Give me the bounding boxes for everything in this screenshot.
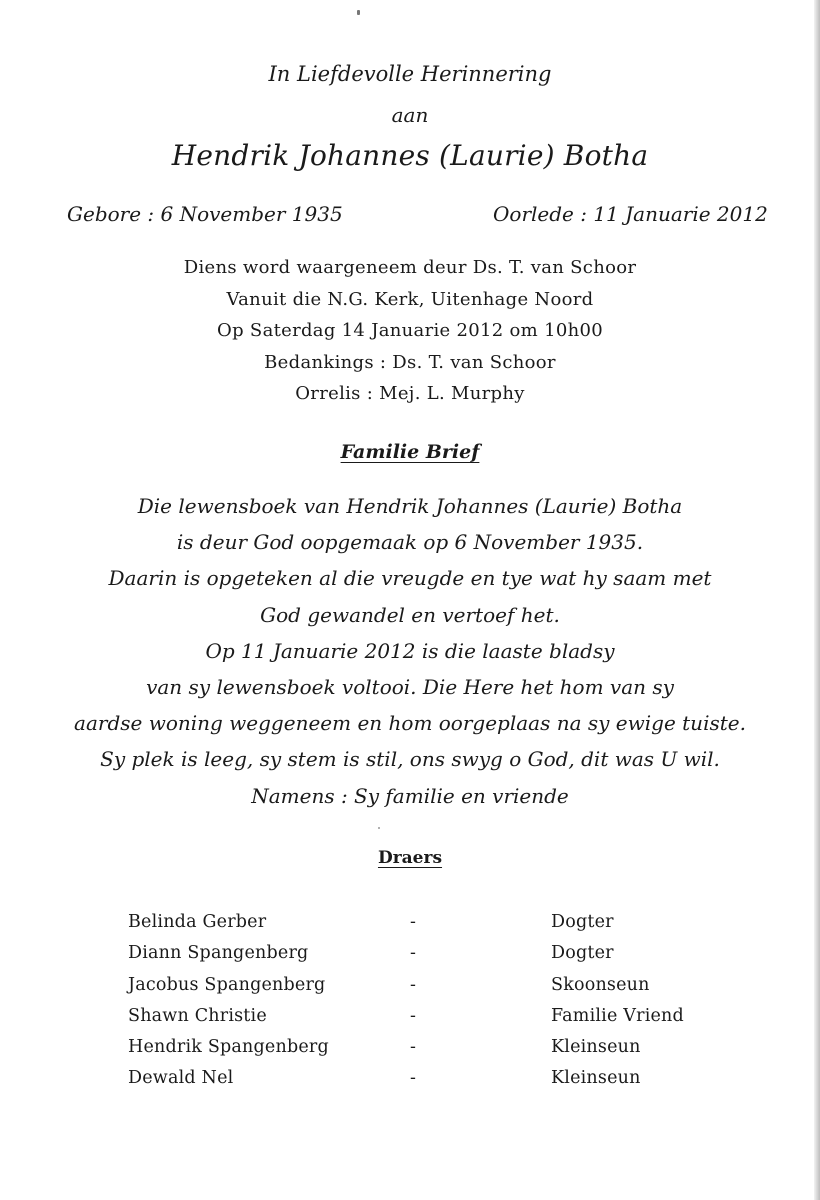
service-line: Op Saterdag 14 Januarie 2012 om 10h00 [217, 320, 603, 341]
bearer-row [0, 912, 820, 943]
bearer-name: Belinda Gerber [128, 912, 267, 932]
letter-line: Sy plek is leeg, sy stem is stil, ons swyg o God, dit was U wil. [100, 747, 720, 772]
bearer-relation: Kleinseun [551, 1037, 641, 1058]
memorial-heading: In Liefdevolle Herinnering [268, 62, 552, 86]
bearer-name: Dewald Nel [128, 1068, 234, 1089]
bearer-relation: Kleinseun [551, 1068, 641, 1089]
bearer-dash: - [410, 1005, 417, 1026]
bearer-row [0, 1068, 820, 1099]
bearer-dash: - [410, 943, 417, 964]
bearer-relation: Dogter [551, 912, 614, 932]
bearer-row [0, 1037, 820, 1068]
letter-line: Die lewensboek van Hendrik Johannes (Laurie) Botha [137, 494, 683, 518]
bearer-dash: - [410, 912, 417, 932]
letter-line: God gewandel en vertoef het. [260, 602, 560, 627]
death-date: Oorlede : 11 Januarie 2012 [493, 202, 768, 226]
service-line: Vanuit die N.G. Kerk, Uitenhage Noord [226, 288, 594, 310]
bearer-row [0, 943, 820, 974]
aan-text: aan [391, 103, 429, 127]
letter-line: aardse woning weggeneem en hom oorgeplaas na sy ewige tuiste. [74, 711, 746, 736]
bearers-list [0, 912, 820, 1100]
bearer-relation: Skoonseun [551, 974, 650, 995]
bearer-dash: - [410, 974, 417, 995]
service-line: Bedankings : Ds. T. van Schoor [264, 351, 556, 373]
deceased-name: Hendrik Johannes (Laurie) Botha [171, 139, 649, 172]
service-details [0, 252, 820, 410]
birth-date: Gebore : 6 November 1935 [67, 202, 343, 226]
letter-line: van sy lewensboek voltooi. Die Here het hom van sy [146, 675, 674, 700]
bearer-name: Diann Spangenberg [128, 943, 309, 964]
letter-line: Namens : Sy familie en vriende [251, 783, 569, 808]
letter-line: is deur God oopgemaak op 6 November 1935. [176, 530, 644, 555]
bearer-row [0, 975, 820, 1006]
family-letter-body [0, 488, 820, 814]
bearer-name: Hendrik Spangenberg [128, 1037, 329, 1058]
service-line: Diens word waargeneem deur Ds. T. van Schoor [183, 257, 637, 278]
bearer-dash: - [410, 1037, 417, 1058]
bearer-dash: - [410, 1068, 417, 1089]
letter-line: Op 11 Januarie 2012 is die laaste bladsy [205, 638, 615, 663]
bearer-relation: Familie Vriend [551, 1005, 684, 1026]
family-letter-title: Familie Brief [340, 441, 480, 463]
scan-speck [378, 827, 380, 829]
bearer-name: Shawn Christie [128, 1005, 267, 1026]
letter-line: Daarin is opgeteken al die vreugde en tye wat hy saam met [108, 566, 712, 591]
bearers-title: Draers [377, 848, 443, 868]
bearer-relation: Dogter [551, 943, 614, 964]
bearer-row [0, 1006, 820, 1037]
scan-mark [357, 10, 360, 15]
bearer-name: Jacobus Spangenberg [128, 974, 326, 995]
service-line: Orrelis : Mej. L. Murphy [295, 383, 525, 404]
